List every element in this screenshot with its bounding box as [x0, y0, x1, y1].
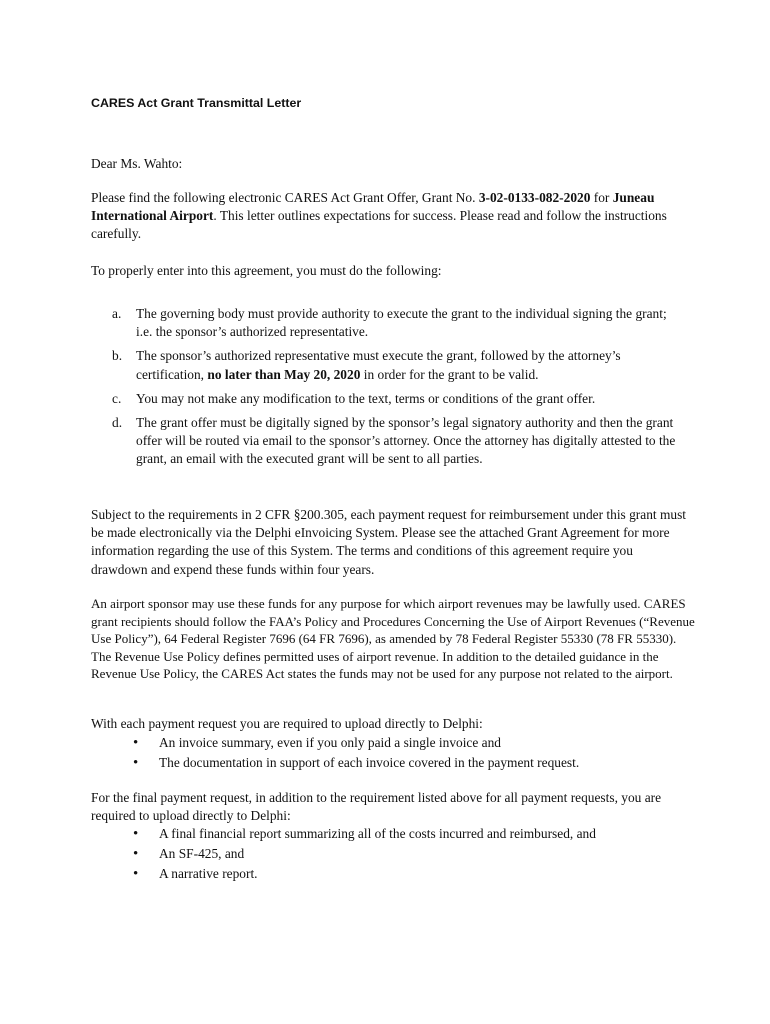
step-marker: d. — [112, 415, 123, 431]
each-request-intro: With each payment request you are required to upload directly to Delphi: — [91, 716, 483, 731]
list-item: • A final financial report summarizing all of the costs incurred and reimbursed, and — [131, 825, 691, 843]
intro-paragraph — [91, 189, 691, 244]
final-request-intro: For the final payment request, in addition to the requirement listed above for all payment requests, you are required to upload directly to Delphi: — [91, 790, 662, 824]
salutation: Dear Ms. Wahto: — [91, 156, 183, 171]
list-item: • An invoice summary, even if you only paid a single invoice and — [131, 734, 691, 752]
final-request-list — [131, 825, 691, 886]
step-marker: a. — [112, 306, 122, 321]
step-item-b — [112, 347, 682, 383]
each-request-list — [131, 734, 691, 774]
airport-name: Juneau International Airport — [91, 190, 655, 224]
intro-text-3: . This letter outlines expectations for success. Please read and follow the instructions carefully. — [91, 208, 667, 242]
list-item: • A narrative report. — [131, 865, 691, 883]
revenue-use-paragraph: An airport sponsor may use these funds for any purpose for which airport revenues may be lawfully used. CARES grant recipients should follow the FAA’s Policy and Procedures Concerning the Use of Airport Revenues (“Revenue Use Policy”), 64 Federal Register 7696 (64 FR 7696), as amended by 78 Federal Register 55330 (78 FR 55330). The Revenue Use Policy defines permitted uses of airport revenue. In addition to the detailed guidance in the Revenue Use Policy, the CARES Act states the funds may not be used for any purpose not related to the airport. — [91, 596, 695, 682]
payment-paragraph: Subject to the requirements in 2 CFR §200.305, each payment request for reimbursement under this grant must be made electronically via the Delphi eInvoicing System. Please see the attached Grant Agreement for more information regarding the use of this System. The terms and conditions of this agreement require you drawdown and expend these funds within four years. — [91, 507, 687, 577]
step-text: You may not make any modification to the text, terms or conditions of the grant offer. — [136, 390, 596, 406]
steps-list — [112, 305, 682, 475]
step-text-1: The sponsor’s authorized representative must execute the grant, followed by the attorney’s certification, — [136, 348, 621, 382]
step-text-2: in order for the grant to be valid. — [360, 366, 539, 382]
intro-text-2: for — [590, 190, 613, 205]
letter-title: CARES Act Grant Transmittal Letter — [91, 96, 302, 110]
step-item-c — [112, 390, 682, 408]
step-marker: b. — [112, 348, 123, 364]
grant-number: 3-02-0133-082-2020 — [478, 190, 591, 205]
step-item-a — [112, 305, 682, 341]
step-item-d — [112, 414, 682, 469]
list-item: • The documentation in support of each invoice covered in the payment request. — [131, 754, 691, 772]
deadline: no later than May 20, 2020 — [207, 366, 361, 382]
intro-text-1: Please find the following electronic CARES Act Grant Offer, Grant No. — [91, 190, 479, 205]
steps-intro: To properly enter into this agreement, you must do the following: — [91, 263, 442, 278]
step-text: The governing body must provide authority to execute the grant to the individual signing the grant; i.e. the sponsor’s authorized representative. — [136, 306, 667, 340]
step-text: The grant offer must be digitally signed by the sponsor’s legal signatory authority and then the grant offer will be routed via email to the sponsor’s attorney. Once the attorney has digitally attested to the grant, an email with the executed grant will be sent to all parties. — [136, 415, 676, 467]
list-item: • An SF-425, and — [131, 845, 691, 863]
step-marker: c. — [112, 390, 122, 406]
